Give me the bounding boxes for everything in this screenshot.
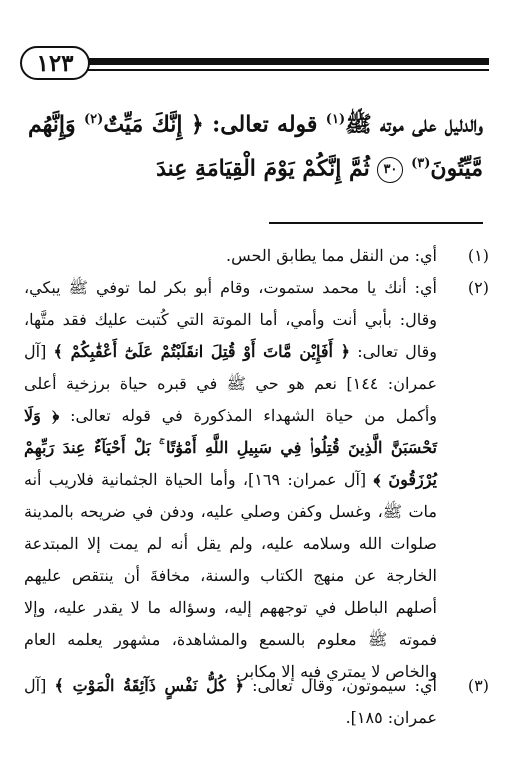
footnote-text-part: أي: سيموتون، وقال تعالى: <box>243 676 438 695</box>
quran-quote-1: ﴿ إِنَّكَ مَيِّتٌ <box>103 111 204 138</box>
footnote-number: (٣) <box>467 676 489 695</box>
quran-quote: ﴿ كُلُّ نَفْسٍ ذَآئِقَةُ الْمَوْتِ ﴾ <box>54 676 244 695</box>
footnote-text-part: [آل عمران: ١٤٤] نعم هو حي ﷺ في قبره حياة برزخية أعلى وأكمل من حياة الشهداء المذكورة في قوله تعالى: <box>24 342 438 425</box>
footnote-ref-3[interactable]: (٣) <box>411 156 431 172</box>
page-number: ١٢٣ <box>20 46 90 80</box>
main-text-intro: والدليل على موته ﷺ <box>345 111 483 138</box>
footnote-separator <box>269 222 483 224</box>
quran-quote: ﴿ أَفَإِيْن مَّاتَ أَوْ قُتِلَ انقَلَبْتُمْ عَلَىٰٓ أَعْقَٰبِكُمْ ﴾ <box>53 342 351 361</box>
footnote-number: (١) <box>467 246 489 265</box>
footnote-text-part: [آل عمران: ١٨٥]. <box>24 676 437 727</box>
footnote-text <box>24 670 437 734</box>
footnote-text <box>24 272 437 688</box>
header-rule-thin <box>86 69 489 71</box>
footnote-text: أي: من النقل مما يطابق الحس. <box>226 246 437 265</box>
footnote-3 <box>24 670 489 734</box>
quran-quote-2: وَإِنَّهُم مَّيِّتُونَ <box>28 111 483 182</box>
main-text <box>28 100 483 189</box>
main-text-qawluhu: قوله تعالى: <box>203 111 326 138</box>
footnote-number: (٢) <box>467 278 489 297</box>
footnote-1 <box>24 240 489 272</box>
footnote-2 <box>24 272 489 688</box>
quran-quote-3: ثُمَّ إِنَّكُمْ يَوْمَ الْقِيَامَةِ عِندَ <box>156 155 378 182</box>
header-rule-thick <box>86 58 489 65</box>
footnote-ref-2[interactable]: (٢) <box>84 112 104 127</box>
footnote-text-part: أي: أنك يا محمد ستموت، وقام أبو بكر لما توفي ﷺ يبكي، وقال: بأبي أنت وأمي، أما الموتة التي كُتبت عليك فقد متَّها، وقال تعالى: <box>24 278 438 361</box>
quran-quote: ﴿ وَلَا تَحْسَبَنَّ الَّذِينَ قُتِلُوا۟ فِي سَبِيلِ اللَّهِ أَمْوَٰتًا ۚ بَلْ أَحْيَآءٌ عِندَ رَبِّهِمْ يُرْزَقُونَ ﴾ <box>24 406 437 489</box>
ayah-number-marker: ٣٠ <box>377 157 403 183</box>
footnote-ref-1[interactable]: (١) <box>325 112 346 127</box>
footnote-text-part: [آل عمران: ١٦٩]، وأما الحياة الجثمانية فلاريب أنه مات ﷺ، وغسل وكفن وصلي عليه، ودفن في ضريحه بالمدينة صلوات الله وسلامه عليه، ولم يقل أنه لم يمت إلا المبتدعة الخارجة عن منهج الكتاب والسنة، مخافةَ أن ينتقص عليهم أصلهم الباطل في توجههم إليه، وسؤاله ما لا يقدر عليه، وإلا فموته ﷺ معلوم بالسمع والمشاهدة، مشهور يعلمه العام والخاص لا يمتري فيه إلا مكابر. <box>24 470 437 681</box>
